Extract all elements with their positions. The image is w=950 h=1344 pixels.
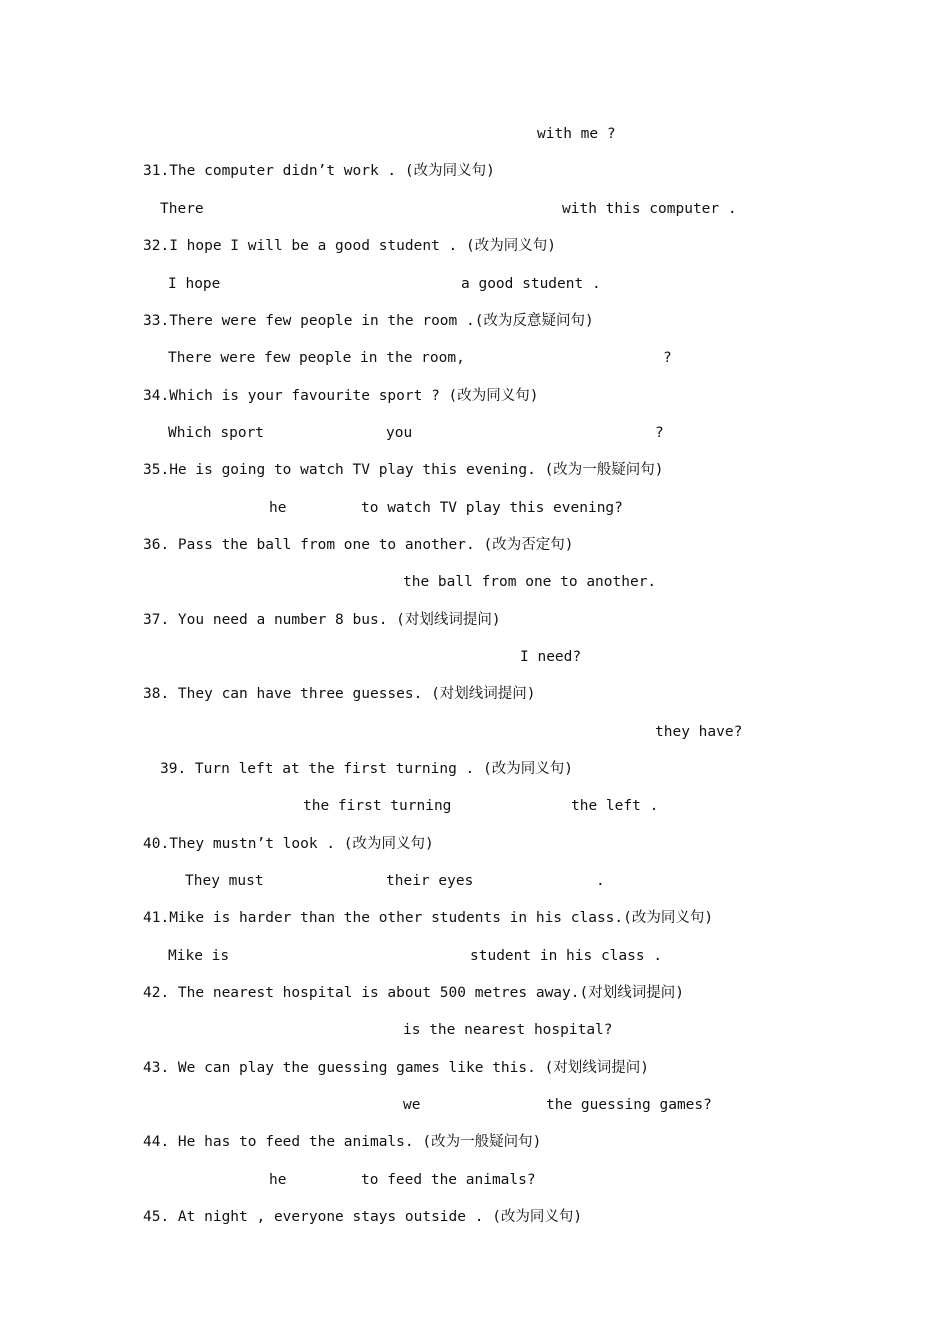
answer-segment: ? <box>663 350 672 366</box>
answer-38: they have? <box>655 724 743 740</box>
question-45: 45. At night , everyone stays outside . (改为同义句) <box>143 1209 583 1225</box>
question-38: 38. They can have three guesses. (对划线词提问) <box>143 686 536 702</box>
answer-segment: There <box>160 201 204 217</box>
question-33: 33.There were few people in the room .(改为反意疑问句) <box>143 313 594 329</box>
answer-segment: student in his class . <box>470 948 663 964</box>
question-36: 36. Pass the ball from one to another. (改为否定句) <box>143 537 574 553</box>
question-39: 39. Turn left at the first turning . (改为同义句) <box>160 761 573 777</box>
answer-segment: we <box>403 1097 421 1113</box>
answer-segment: Mike is <box>168 948 230 964</box>
answer-segment: I hope <box>168 276 221 292</box>
question-32: 32.I hope I will be a good student . (改为同义句) <box>143 238 556 254</box>
answer-37: I need? <box>520 649 582 665</box>
answer-42: is the nearest hospital? <box>403 1022 613 1038</box>
answer-segment: . <box>596 873 605 889</box>
question-31: 31.The computer didn’t work . (改为同义句) <box>143 163 495 179</box>
answer-segment: you <box>386 425 413 441</box>
answer-segment: he <box>269 500 287 516</box>
answer-segment: Which sport <box>168 425 265 441</box>
question-44: 44. He has to feed the animals. (改为一般疑问句) <box>143 1134 542 1150</box>
answer-segment: a good student . <box>461 276 601 292</box>
question-37: 37. You need a number 8 bus. (对划线词提问) <box>143 612 501 628</box>
question-40: 40.They mustn’t look . (改为同义句) <box>143 836 434 852</box>
continuation-line: with me ? <box>537 126 616 142</box>
question-43: 43. We can play the guessing games like this. (对划线词提问) <box>143 1060 650 1076</box>
answer-segment: with this computer . <box>562 201 737 217</box>
question-34: 34.Which is your favourite sport ? (改为同义句) <box>143 388 539 404</box>
answer-36: the ball from one to another. <box>403 574 657 590</box>
answer-segment: ? <box>655 425 664 441</box>
answer-segment: to watch TV play this evening? <box>361 500 623 516</box>
answer-segment: the guessing games? <box>546 1097 712 1113</box>
question-35: 35.He is going to watch TV play this evening. (改为一般疑问句) <box>143 462 664 478</box>
question-42: 42. The nearest hospital is about 500 metres away.(对划线词提问) <box>143 985 684 1001</box>
answer-segment: They must <box>185 873 264 889</box>
answer-segment: the left . <box>571 798 659 814</box>
answer-segment: their eyes <box>386 873 474 889</box>
answer-segment: to feed the animals? <box>361 1172 536 1188</box>
answer-segment: There were few people in the room, <box>168 350 465 366</box>
answer-segment: the first turning <box>303 798 452 814</box>
answer-segment: he <box>269 1172 287 1188</box>
question-41: 41.Mike is harder than the other students in his class.(改为同义句) <box>143 910 714 926</box>
